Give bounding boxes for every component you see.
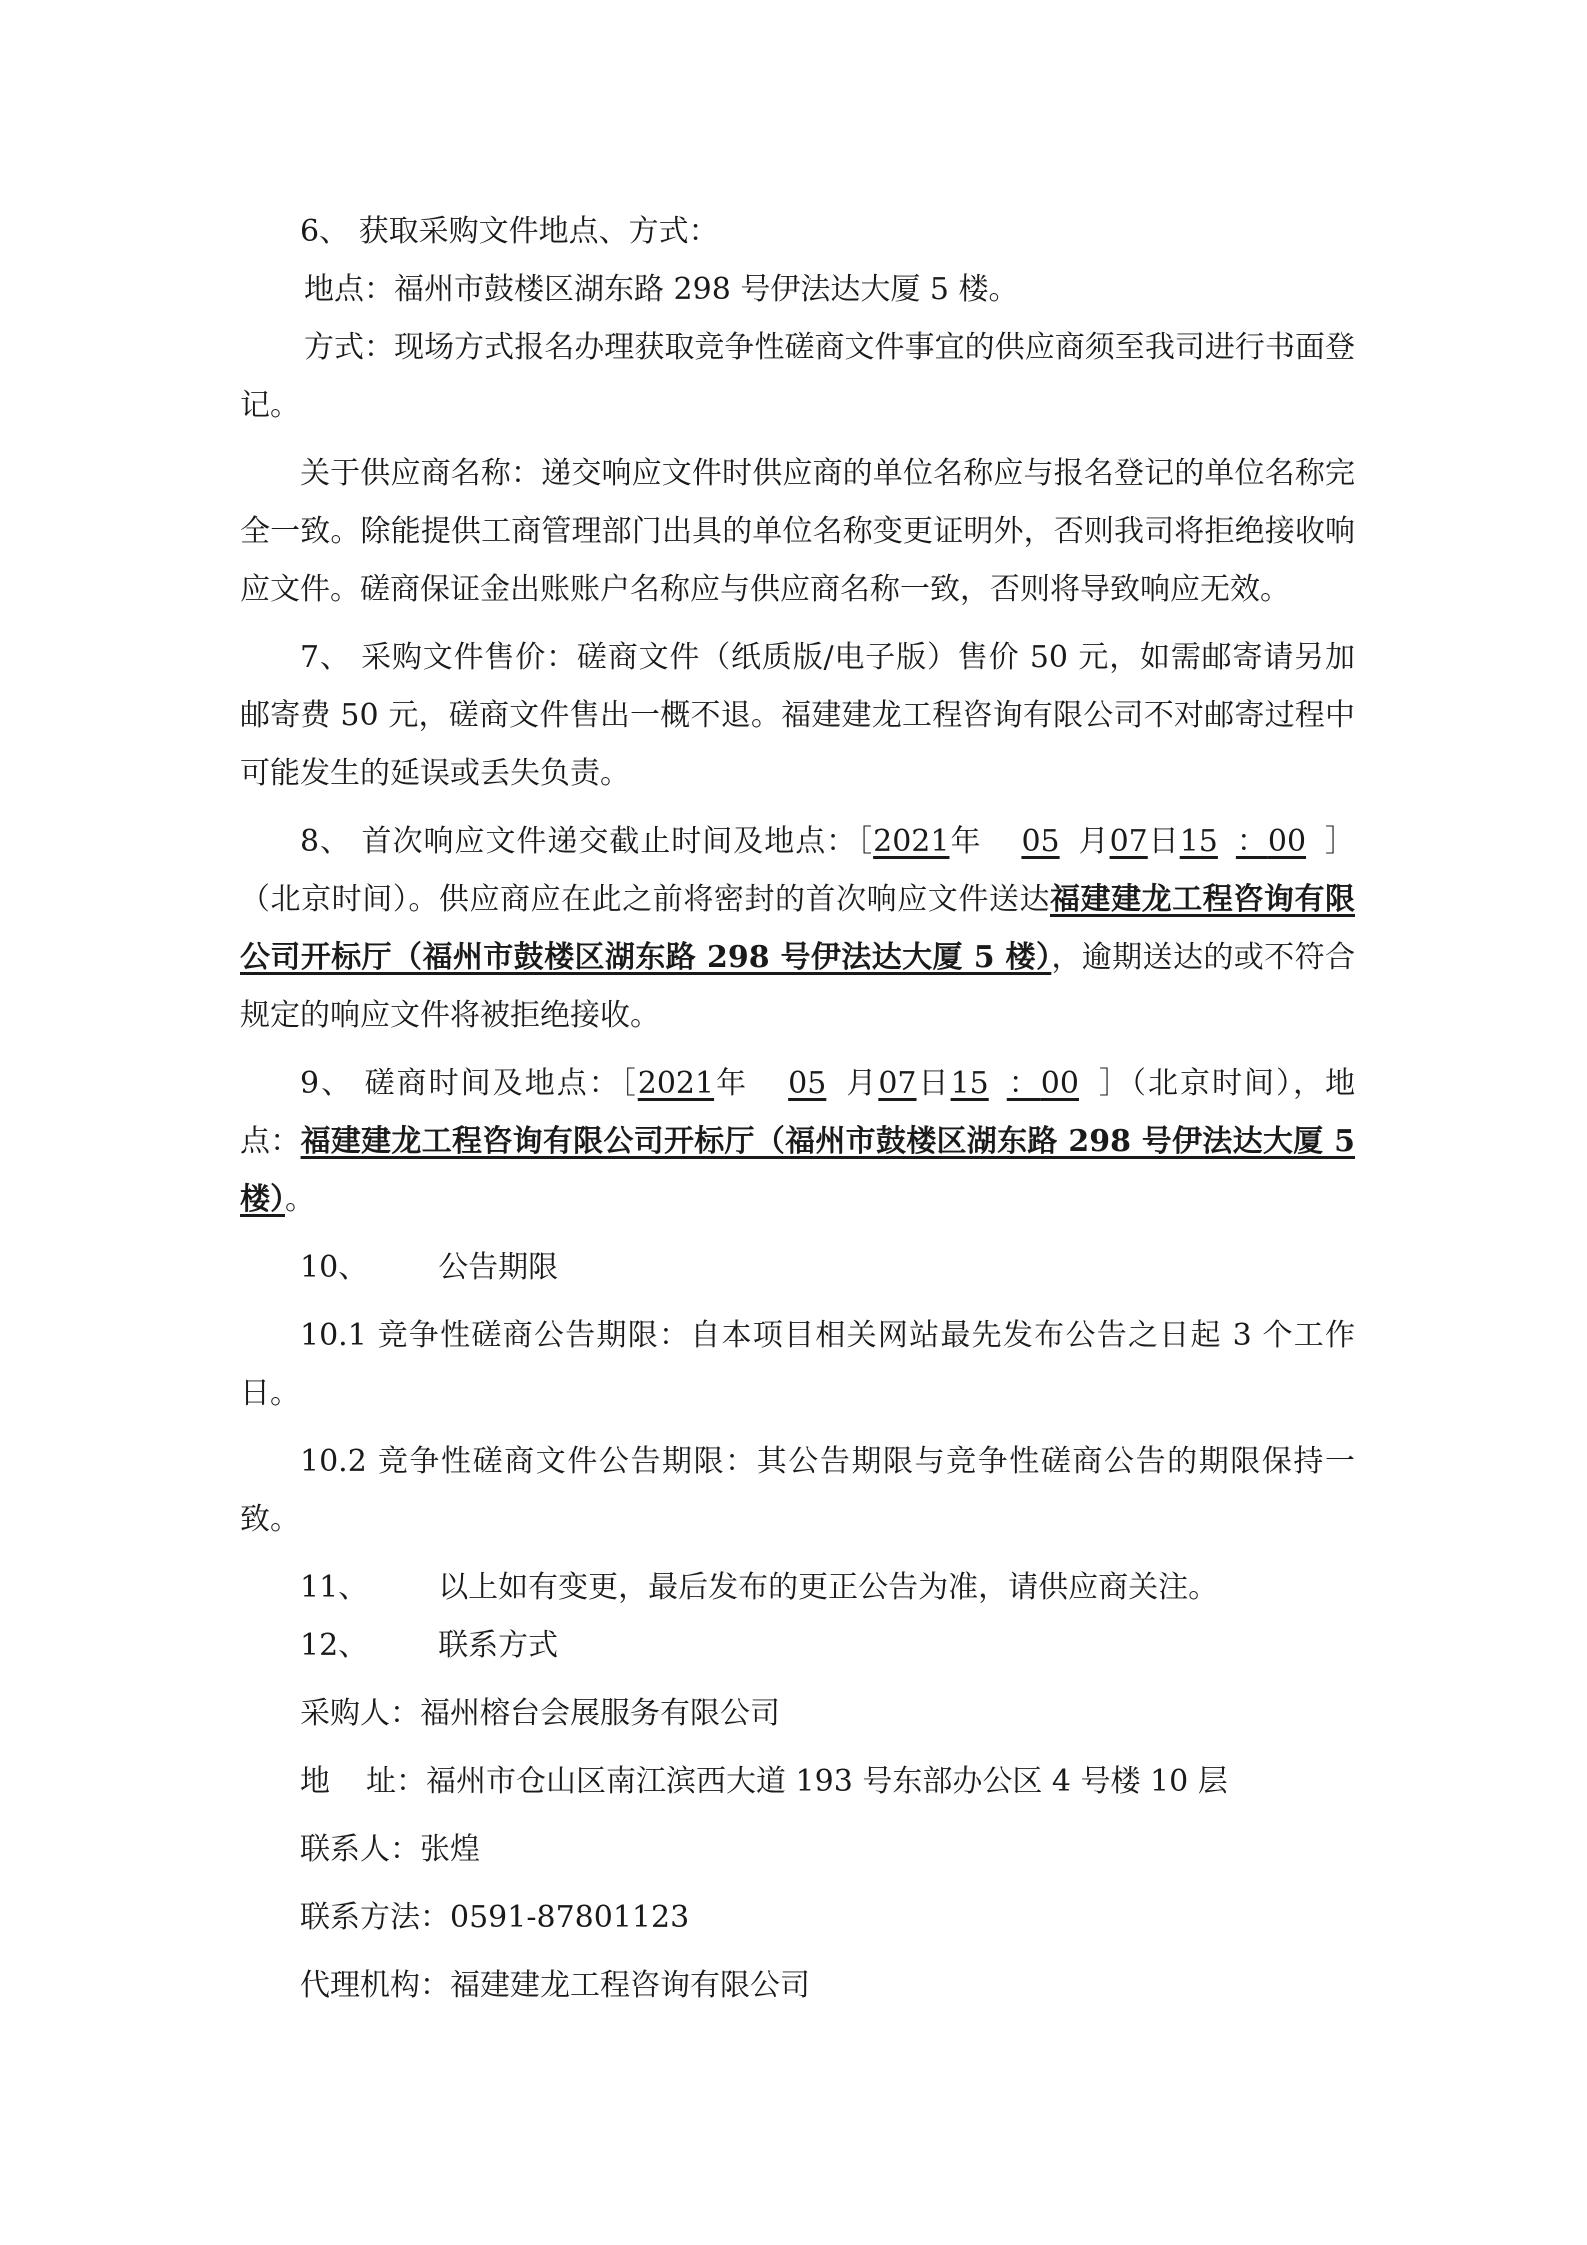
s10-title: 公告期限 xyxy=(438,1250,559,1285)
s8-venue: 福建建龙工程咨询有限公司开标厅（福州市鼓楼区湖东路 298 号伊法达大厦 5 楼） xyxy=(240,882,1356,975)
s8-mid: （北京时间）。供应商应在此之前将密封的首次响应文件送达 xyxy=(240,882,1050,917)
s9-year-unit: 年 xyxy=(714,1066,749,1101)
supplier-name-note: 关于供应商名称：递交响应文件时供应商的单位名称应与报名登记的单位名称完全一致。除能提供工商管理部门出具的单位名称变更证明外，否则我司将拒绝接收响应文件。磋商保证金出账账户名称应与供应商名称一致，否则将导致响应无效。 xyxy=(240,456,1355,607)
s9-day: 07 xyxy=(878,1066,917,1101)
address-label-2: 址： xyxy=(366,1764,426,1799)
section-6-location: 地点：福州市鼓楼区湖东路 298 号伊法达大厦 5 楼。 xyxy=(304,272,1019,307)
s9-year: 2021 xyxy=(637,1066,715,1101)
s8-month-unit: 月 xyxy=(1077,824,1110,859)
address-value: 福州市仓山区南江滨西大道 193 号东部办公区 4 号楼 10 层 xyxy=(426,1764,1228,1799)
section-6-heading: 6、 获取采购文件地点、方式： xyxy=(300,214,719,249)
s9-day-unit: 日 xyxy=(916,1066,951,1101)
purchaser-line: 采购人：福州榕台会展服务有限公司 xyxy=(300,1696,780,1731)
section-9-negotiation xyxy=(240,1055,1355,1229)
section-12-heading xyxy=(240,1617,1355,1675)
section-10-heading xyxy=(240,1239,1355,1297)
s8-day-unit: 日 xyxy=(1147,824,1180,859)
s8-year: 2021 xyxy=(873,824,950,859)
s9-time-blank: 15 ：00 xyxy=(950,1066,1079,1101)
section-7-price: 7、 采购文件售价：磋商文件（纸质版/电子版）售价 50 元，如需邮寄请另加邮寄费 50 元，磋商文件售出一概不退。福建建龙工程咨询有限公司不对邮寄过程中可能发生的延误或丢失负责。 xyxy=(240,640,1355,791)
s8-day: 07 xyxy=(1109,824,1148,859)
document-body xyxy=(240,203,1355,2015)
agency-line: 代理机构：福建建龙工程咨询有限公司 xyxy=(300,1968,810,2003)
section-6-method: 方式：现场方式报名办理获取竞争性磋商文件事宜的供应商须至我司进行书面登记。 xyxy=(240,330,1355,423)
s9-mid: （北京时间），地点： xyxy=(240,1066,1356,1159)
s8-year-unit: 年 xyxy=(949,824,982,859)
s12-number: 12、 xyxy=(300,1628,369,1663)
section-8-deadline xyxy=(240,813,1355,1045)
s9-month-unit: 月 xyxy=(844,1066,879,1101)
s10-number: 10、 xyxy=(300,1250,369,1285)
s8-suffix: ，逾期送达的或不符合规定的响应文件将被拒绝接收。 xyxy=(240,940,1355,1033)
s9-bracket-close: ］ xyxy=(1096,1066,1131,1101)
s9-month-blank: 05 xyxy=(788,1066,827,1101)
s8-time-blank: 15 ：00 xyxy=(1179,824,1307,859)
s8-bracket-close: ］ xyxy=(1324,824,1356,859)
s12-title: 联系方式 xyxy=(438,1628,559,1663)
address-label-1: 地 xyxy=(300,1764,330,1799)
section-10-item-2: 10.2 竞争性磋商文件公告期限：其公告期限与竞争性磋商公告的期限保持一致。 xyxy=(240,1444,1355,1537)
s8-prefix: 8、 首次响应文件递交截止时间及地点：［ xyxy=(300,824,874,859)
address-line xyxy=(240,1753,1355,1811)
contact-phone-line: 联系方法：0591-87801123 xyxy=(300,1900,690,1935)
section-11 xyxy=(240,1559,1355,1617)
s9-suffix: 。 xyxy=(285,1182,315,1217)
s9-prefix: 9、 磋商时间及地点：［ xyxy=(300,1066,638,1101)
contact-person-line: 联系人：张煌 xyxy=(300,1832,480,1867)
section-10-item-1: 10.1 竞争性磋商公告期限：自本项目相关网站最先发布公告之日起 3 个工作日。 xyxy=(240,1318,1355,1411)
s11-number: 11、 xyxy=(300,1570,369,1605)
s8-month-blank: 05 xyxy=(1021,824,1060,859)
s11-text: 以上如有变更，最后发布的更正公告为准，请供应商关注。 xyxy=(438,1570,1219,1605)
s9-venue: 福建建龙工程咨询有限公司开标厅（福州市鼓楼区湖东路 298 号伊法达大厦 5 楼） xyxy=(240,1124,1356,1217)
